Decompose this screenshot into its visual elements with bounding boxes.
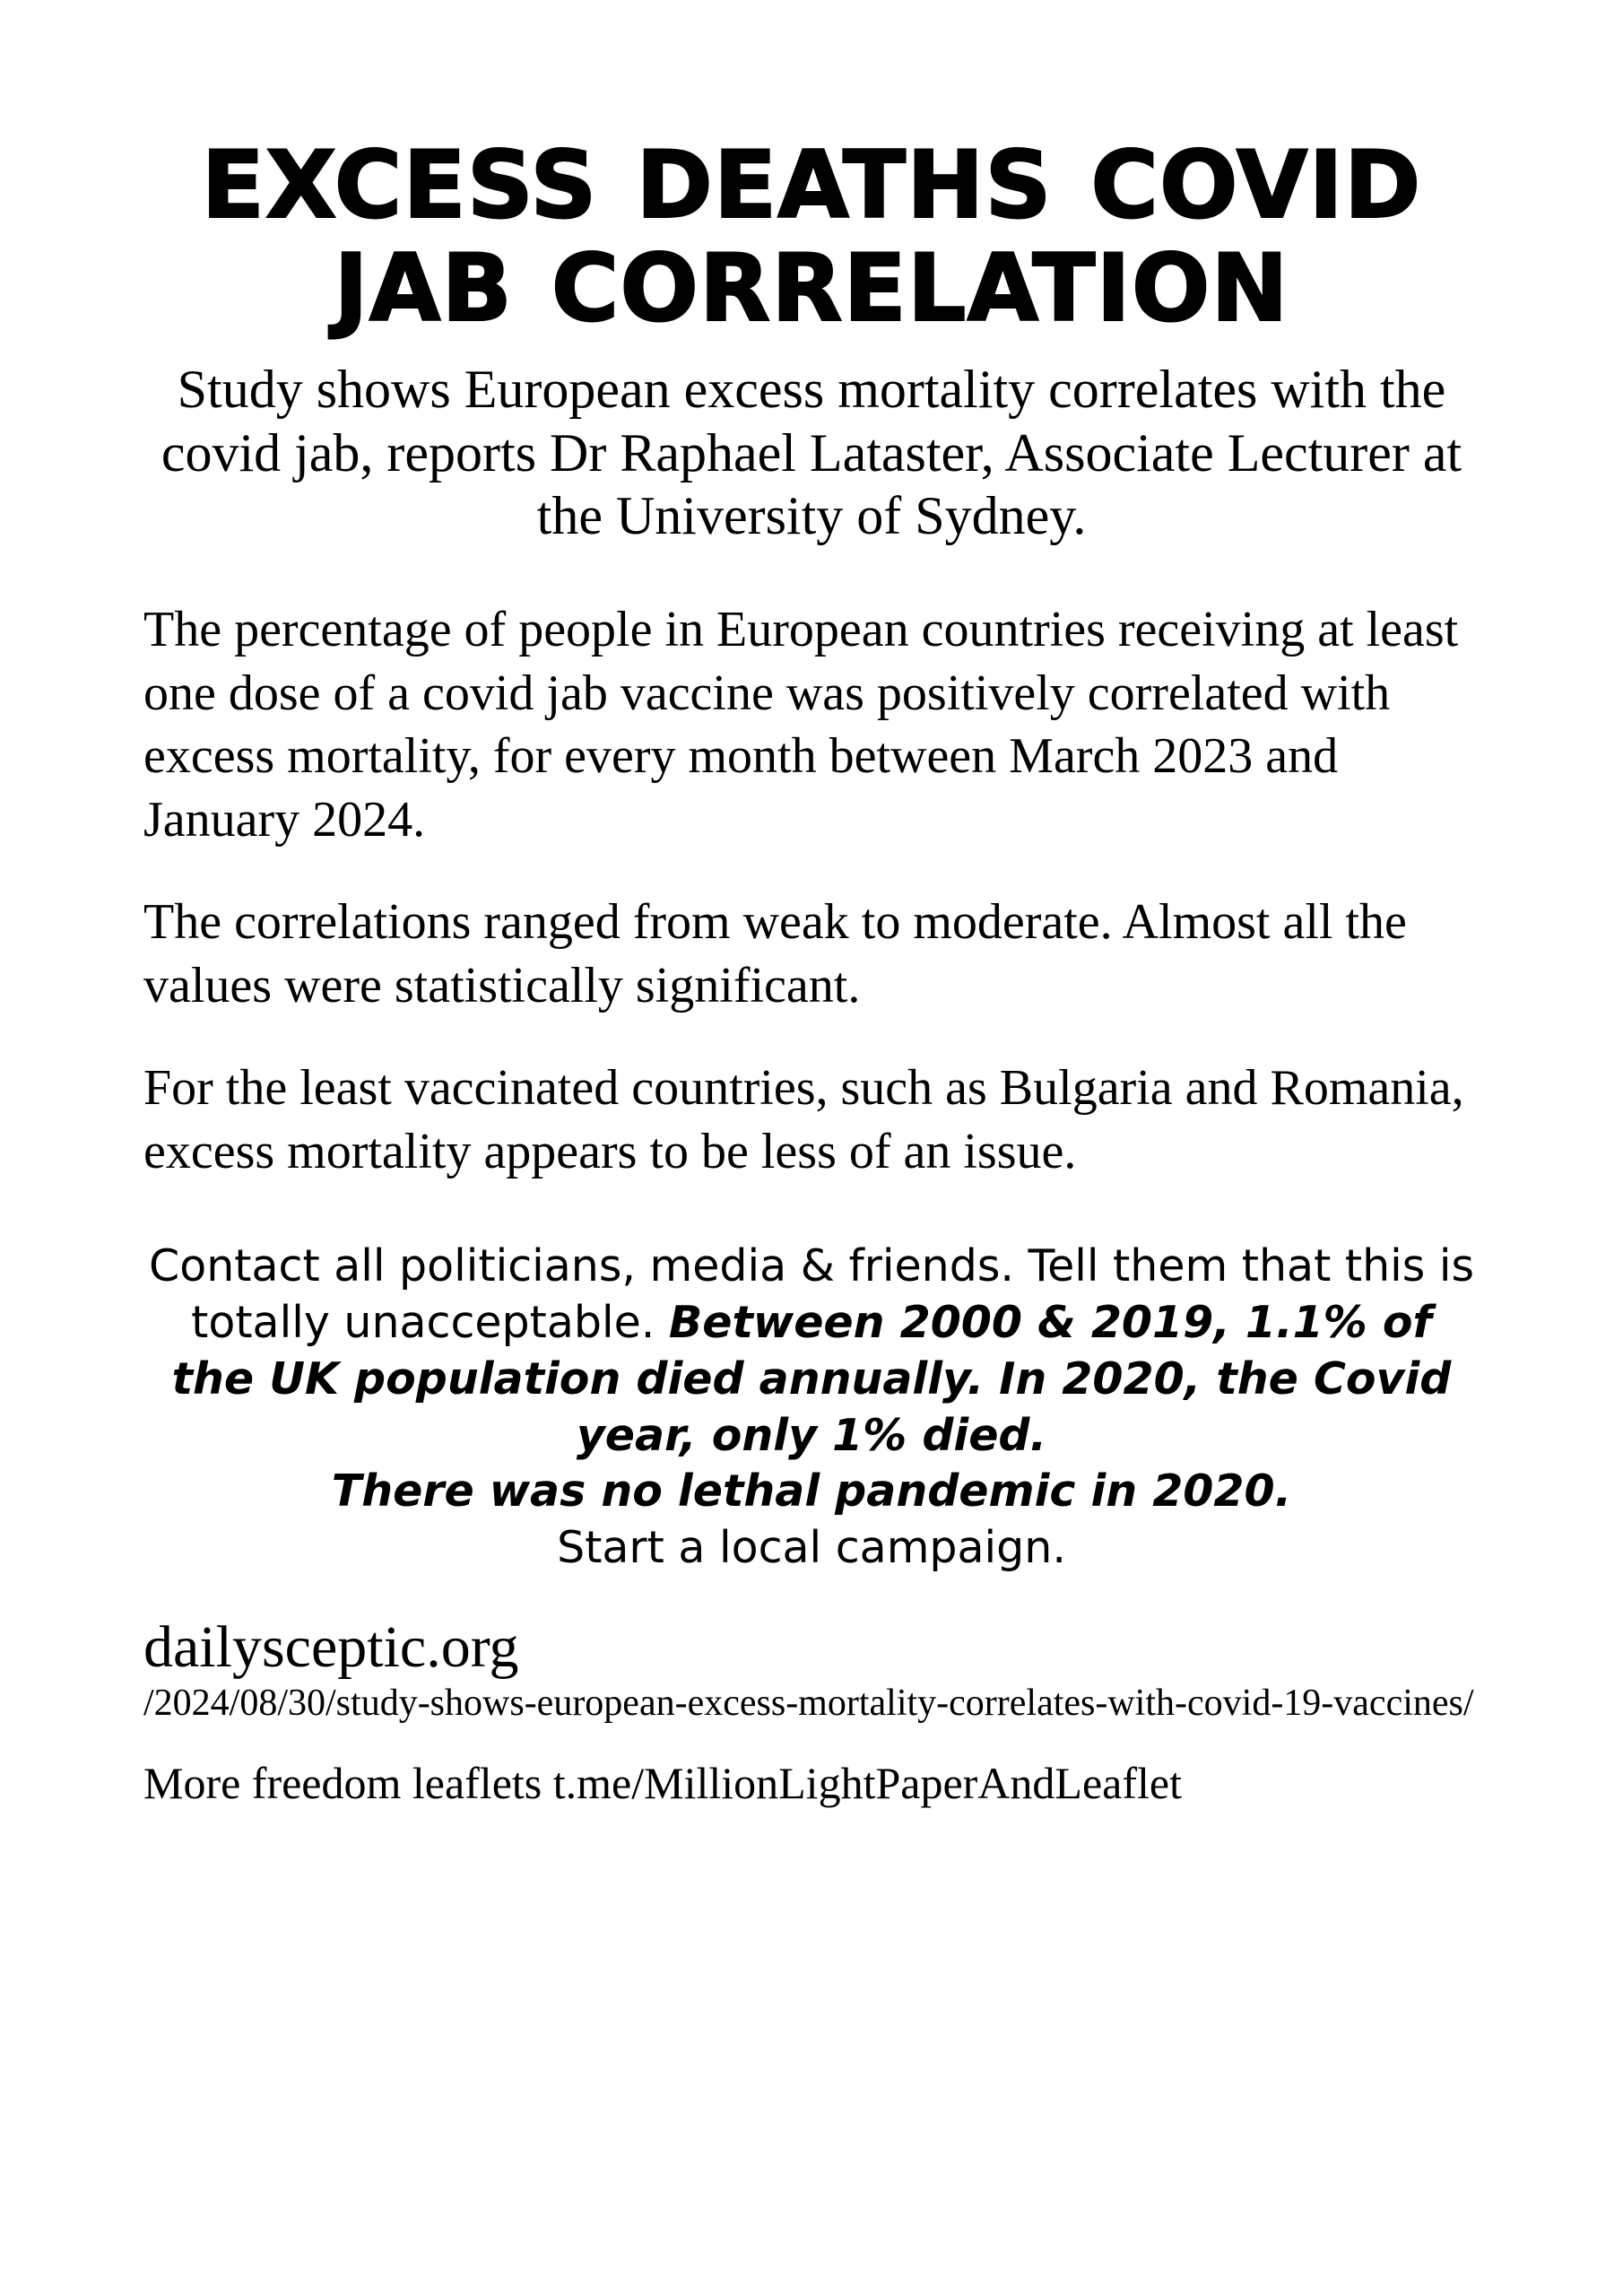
- footer-telegram-link[interactable]: More freedom leaflets t.me/MillionLightPaperAndLeaflet: [143, 1757, 1182, 1808]
- body-paragraph-2: The correlations ranged from weak to moderate. Almost all the values were statistically significant.: [143, 894, 1407, 1013]
- body-paragraph-3: For the least vaccinated countries, such as Bulgaria and Romania, excess mortality appears to be less of an issue.: [143, 1060, 1464, 1179]
- cta-emphasis-claim: There was no lethal pandemic in 2020.: [331, 1465, 1292, 1518]
- cta-lead: Contact all politicians, media & friends. Tell them that this is totally unacceptable.: [149, 1240, 1474, 1349]
- call-to-action: [143, 1239, 1480, 1576]
- body-text: [143, 598, 1480, 1183]
- body-paragraph-1: The percentage of people in European countries receiving at least one dose of a covid jab vaccine was positively correlated with excess mortality, for every month between March 2023 and January 2024.: [143, 602, 1459, 848]
- page-title: EXCESS DEATHS COVID JAB CORRELATION: [201, 132, 1422, 344]
- cta-emphasis-statistic: Between 2000 & 2019, 1.1% of the UK population died annually. In 2020, the Covid year, only 1% died.: [171, 1297, 1452, 1461]
- source-domain-link[interactable]: dailysceptic.org: [143, 1613, 519, 1680]
- standfirst-summary: Study shows European excess mortality correlates with the covid jab, reports Dr Raphael Lataster, Associate Lecturer at the University of Sydney.: [161, 359, 1462, 546]
- source-article-path[interactable]: /2024/08/30/study-shows-european-excess-mortality-correlates-with-covid-19-vaccines/: [143, 1683, 1474, 1725]
- cta-closing: Start a local campaign.: [557, 1522, 1066, 1574]
- source-reference: [143, 1613, 1480, 1726]
